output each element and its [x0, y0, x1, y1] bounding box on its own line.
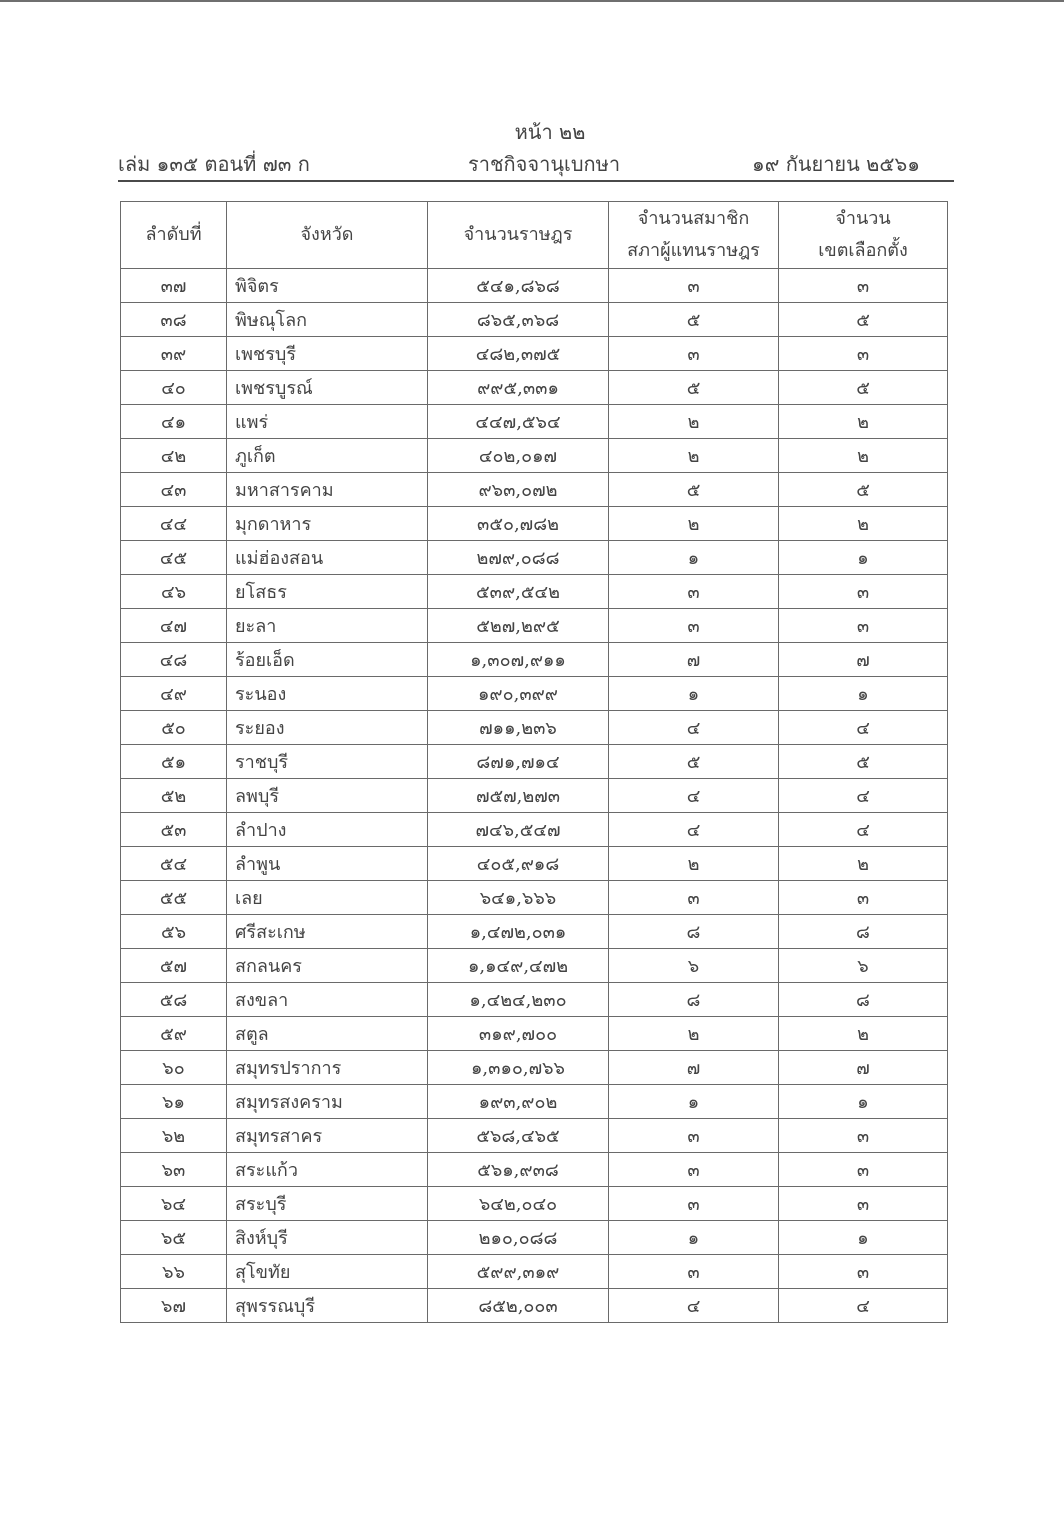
- table-row: [121, 847, 948, 881]
- row-order: ๔๕: [121, 541, 227, 575]
- row-province: สระบุรี: [227, 1187, 428, 1221]
- table-row: [121, 1153, 948, 1187]
- row-population: ๑,๑๔๙,๔๗๒: [428, 949, 609, 983]
- row-population: ๕๙๙,๓๑๙: [428, 1255, 609, 1289]
- row-members: ๕: [609, 303, 779, 337]
- table-row: [121, 575, 948, 609]
- row-population: ๔๐๕,๙๑๘: [428, 847, 609, 881]
- row-order: ๔๗: [121, 609, 227, 643]
- row-members: ๘: [609, 915, 779, 949]
- table-row: [121, 915, 948, 949]
- row-population: ๕๓๙,๕๔๒: [428, 575, 609, 609]
- table-row: [121, 439, 948, 473]
- row-population: ๕๖๑,๙๓๘: [428, 1153, 609, 1187]
- row-order: ๕๓: [121, 813, 227, 847]
- row-members: ๕: [609, 371, 779, 405]
- row-province: แพร่: [227, 405, 428, 439]
- row-order: ๓๗: [121, 269, 227, 303]
- row-members: ๒: [609, 1017, 779, 1051]
- row-province: สงขลา: [227, 983, 428, 1017]
- row-order: ๖๓: [121, 1153, 227, 1187]
- row-order: ๖๖: [121, 1255, 227, 1289]
- row-population: ๓๕๐,๗๘๒: [428, 507, 609, 541]
- row-population: ๓๑๙,๗๐๐: [428, 1017, 609, 1051]
- page-number: หน้า ๒๒: [514, 120, 586, 144]
- row-population: ๒๗๙,๐๘๘: [428, 541, 609, 575]
- table-row: [121, 643, 948, 677]
- row-population: ๖๔๒,๐๔๐: [428, 1187, 609, 1221]
- row-districts: ๒: [779, 439, 948, 473]
- table-row: [121, 813, 948, 847]
- row-members: ๓: [609, 881, 779, 915]
- row-members: ๓: [609, 269, 779, 303]
- table-row: [121, 303, 948, 337]
- table-row: [121, 337, 948, 371]
- row-districts: ๕: [779, 303, 948, 337]
- table-header-row: [121, 202, 948, 269]
- row-order: ๕๙: [121, 1017, 227, 1051]
- table-row: [121, 609, 948, 643]
- row-order: ๔๙: [121, 677, 227, 711]
- row-members: ๑: [609, 1085, 779, 1119]
- row-population: ๔๔๗,๕๖๔: [428, 405, 609, 439]
- publication-date: ๑๙ กันยายน ๒๕๖๑: [752, 152, 920, 176]
- row-province: ระนอง: [227, 677, 428, 711]
- row-members: ๒: [609, 847, 779, 881]
- row-province: เพชรบุรี: [227, 337, 428, 371]
- table-row: [121, 949, 948, 983]
- row-members: ๓: [609, 609, 779, 643]
- header-members: [609, 202, 779, 269]
- table-row: [121, 1255, 948, 1289]
- table-row: [121, 473, 948, 507]
- table-row: [121, 1017, 948, 1051]
- row-province: สตูล: [227, 1017, 428, 1051]
- row-population: ๑,๔๗๒,๐๓๑: [428, 915, 609, 949]
- row-districts: ๘: [779, 915, 948, 949]
- header-members-line1: จำนวนสมาชิก: [637, 208, 750, 229]
- row-districts: ๗: [779, 643, 948, 677]
- row-districts: ๔: [779, 711, 948, 745]
- table-row: [121, 983, 948, 1017]
- table-row: [121, 745, 948, 779]
- row-province: ยโสธร: [227, 575, 428, 609]
- row-districts: ๖: [779, 949, 948, 983]
- row-districts: ๕: [779, 371, 948, 405]
- row-order: ๔๓: [121, 473, 227, 507]
- row-province: สระแก้ว: [227, 1153, 428, 1187]
- table-row: [121, 1119, 948, 1153]
- row-districts: ๔: [779, 813, 948, 847]
- row-order: ๖๐: [121, 1051, 227, 1085]
- row-province: ระยอง: [227, 711, 428, 745]
- top-border-line: [0, 0, 1064, 2]
- row-members: ๔: [609, 813, 779, 847]
- table-row: [121, 1051, 948, 1085]
- row-population: ๑๙๐,๓๙๙: [428, 677, 609, 711]
- table-row: [121, 1187, 948, 1221]
- row-districts: ๕: [779, 745, 948, 779]
- row-order: ๖๗: [121, 1289, 227, 1323]
- row-members: ๔: [609, 1289, 779, 1323]
- row-population: ๗๑๑,๒๓๖: [428, 711, 609, 745]
- row-order: ๔๘: [121, 643, 227, 677]
- row-province: สกลนคร: [227, 949, 428, 983]
- gazette-title: ราชกิจจานุเบกษา: [468, 152, 621, 176]
- header-districts: [779, 202, 948, 269]
- row-members: ๒: [609, 405, 779, 439]
- row-members: ๑: [609, 1221, 779, 1255]
- row-districts: ๑: [779, 541, 948, 575]
- row-order: ๔๔: [121, 507, 227, 541]
- row-districts: ๓: [779, 337, 948, 371]
- header-districts-line2: เขตเลือกตั้ง: [818, 240, 908, 261]
- row-districts: ๔: [779, 779, 948, 813]
- table-row: [121, 541, 948, 575]
- row-districts: ๓: [779, 1187, 948, 1221]
- header-members-line2: สภาผู้แทนราษฎร: [627, 240, 760, 261]
- row-population: ๘๗๑,๗๑๔: [428, 745, 609, 779]
- table-row: [121, 1085, 948, 1119]
- row-province: สมุทรปราการ: [227, 1051, 428, 1085]
- row-order: ๔๐: [121, 371, 227, 405]
- row-members: ๘: [609, 983, 779, 1017]
- row-province: สิงห์บุรี: [227, 1221, 428, 1255]
- row-order: ๕๐: [121, 711, 227, 745]
- row-members: ๔: [609, 711, 779, 745]
- row-members: ๒: [609, 439, 779, 473]
- row-districts: ๓: [779, 269, 948, 303]
- row-province: ยะลา: [227, 609, 428, 643]
- row-districts: ๓: [779, 1153, 948, 1187]
- row-districts: ๓: [779, 1255, 948, 1289]
- row-population: ๗๕๗,๒๗๓: [428, 779, 609, 813]
- row-order: ๔๑: [121, 405, 227, 439]
- row-province: สมุทรสงคราม: [227, 1085, 428, 1119]
- row-population: ๕๔๑,๘๖๘: [428, 269, 609, 303]
- table-row: [121, 269, 948, 303]
- table-body: [121, 269, 948, 1323]
- row-province: ลำพูน: [227, 847, 428, 881]
- row-districts: ๑: [779, 1221, 948, 1255]
- table-row: [121, 1289, 948, 1323]
- row-population: ๑,๓๑๐,๗๖๖: [428, 1051, 609, 1085]
- row-population: ๕๒๗,๒๙๕: [428, 609, 609, 643]
- row-province: สุโขทัย: [227, 1255, 428, 1289]
- row-order: ๔๒: [121, 439, 227, 473]
- row-districts: ๒: [779, 405, 948, 439]
- row-members: ๗: [609, 1051, 779, 1085]
- row-population: ๙๖๓,๐๗๒: [428, 473, 609, 507]
- row-population: ๕๖๘,๔๖๕: [428, 1119, 609, 1153]
- table-row: [121, 881, 948, 915]
- row-population: ๗๔๖,๕๔๗: [428, 813, 609, 847]
- row-members: ๓: [609, 1153, 779, 1187]
- row-province: พิษณุโลก: [227, 303, 428, 337]
- row-districts: ๗: [779, 1051, 948, 1085]
- row-province: สุพรรณบุรี: [227, 1289, 428, 1323]
- row-order: ๖๕: [121, 1221, 227, 1255]
- row-members: ๓: [609, 337, 779, 371]
- row-province: เพชรบูรณ์: [227, 371, 428, 405]
- row-districts: ๒: [779, 1017, 948, 1051]
- row-order: ๖๒: [121, 1119, 227, 1153]
- row-order: ๔๖: [121, 575, 227, 609]
- row-members: ๑: [609, 541, 779, 575]
- row-districts: ๕: [779, 473, 948, 507]
- header-order: ลำดับที่: [121, 202, 227, 269]
- header-province: จังหวัด: [227, 202, 428, 269]
- row-province: สมุทรสาคร: [227, 1119, 428, 1153]
- row-province: ภูเก็ต: [227, 439, 428, 473]
- table-row: [121, 677, 948, 711]
- row-province: พิจิตร: [227, 269, 428, 303]
- row-order: ๕๖: [121, 915, 227, 949]
- row-districts: ๔: [779, 1289, 948, 1323]
- row-population: ๒๑๐,๐๘๘: [428, 1221, 609, 1255]
- table-row: [121, 779, 948, 813]
- row-order: ๕๕: [121, 881, 227, 915]
- row-order: ๕๔: [121, 847, 227, 881]
- row-population: ๖๔๑,๖๖๖: [428, 881, 609, 915]
- row-members: ๔: [609, 779, 779, 813]
- row-members: ๖: [609, 949, 779, 983]
- row-population: ๙๙๕,๓๓๑: [428, 371, 609, 405]
- table-row: [121, 507, 948, 541]
- table-row: [121, 371, 948, 405]
- row-population: ๑,๓๐๗,๙๑๑: [428, 643, 609, 677]
- header-divider: [118, 180, 954, 182]
- row-population: ๘๕๒,๐๐๓: [428, 1289, 609, 1323]
- row-population: ๑,๔๒๔,๒๓๐: [428, 983, 609, 1017]
- table-row: [121, 1221, 948, 1255]
- row-order: ๓๙: [121, 337, 227, 371]
- row-members: ๓: [609, 1255, 779, 1289]
- table-row: [121, 711, 948, 745]
- row-districts: ๑: [779, 677, 948, 711]
- table-row: [121, 405, 948, 439]
- row-population: ๔๘๒,๓๗๕: [428, 337, 609, 371]
- row-districts: ๓: [779, 881, 948, 915]
- row-order: ๖๑: [121, 1085, 227, 1119]
- row-province: ศรีสะเกษ: [227, 915, 428, 949]
- row-province: เลย: [227, 881, 428, 915]
- header-districts-line1: จำนวน: [835, 208, 891, 229]
- row-order: ๕๗: [121, 949, 227, 983]
- row-population: ๑๙๓,๙๐๒: [428, 1085, 609, 1119]
- row-province: ราชบุรี: [227, 745, 428, 779]
- row-districts: ๓: [779, 1119, 948, 1153]
- row-members: ๕: [609, 473, 779, 507]
- row-province: ลพบุรี: [227, 779, 428, 813]
- header-population: จำนวนราษฎร: [428, 202, 609, 269]
- row-members: ๕: [609, 745, 779, 779]
- volume-issue: เล่ม ๑๓๕ ตอนที่ ๗๓ ก: [118, 152, 310, 176]
- row-province: มหาสารคาม: [227, 473, 428, 507]
- row-province: ร้อยเอ็ด: [227, 643, 428, 677]
- row-members: ๒: [609, 507, 779, 541]
- row-districts: ๑: [779, 1085, 948, 1119]
- row-districts: ๘: [779, 983, 948, 1017]
- row-members: ๓: [609, 575, 779, 609]
- row-population: ๔๐๒,๐๑๗: [428, 439, 609, 473]
- row-province: ลำปาง: [227, 813, 428, 847]
- row-population: ๘๖๕,๓๖๘: [428, 303, 609, 337]
- row-members: ๑: [609, 677, 779, 711]
- row-districts: ๒: [779, 507, 948, 541]
- row-members: ๗: [609, 643, 779, 677]
- constituency-table: [120, 201, 948, 1323]
- row-members: ๓: [609, 1119, 779, 1153]
- row-order: ๕๒: [121, 779, 227, 813]
- row-districts: ๒: [779, 847, 948, 881]
- row-districts: ๓: [779, 609, 948, 643]
- row-province: แม่ฮ่องสอน: [227, 541, 428, 575]
- row-order: ๖๔: [121, 1187, 227, 1221]
- row-province: มุกดาหาร: [227, 507, 428, 541]
- row-districts: ๓: [779, 575, 948, 609]
- row-order: ๕๘: [121, 983, 227, 1017]
- row-order: ๓๘: [121, 303, 227, 337]
- row-members: ๓: [609, 1187, 779, 1221]
- row-order: ๕๑: [121, 745, 227, 779]
